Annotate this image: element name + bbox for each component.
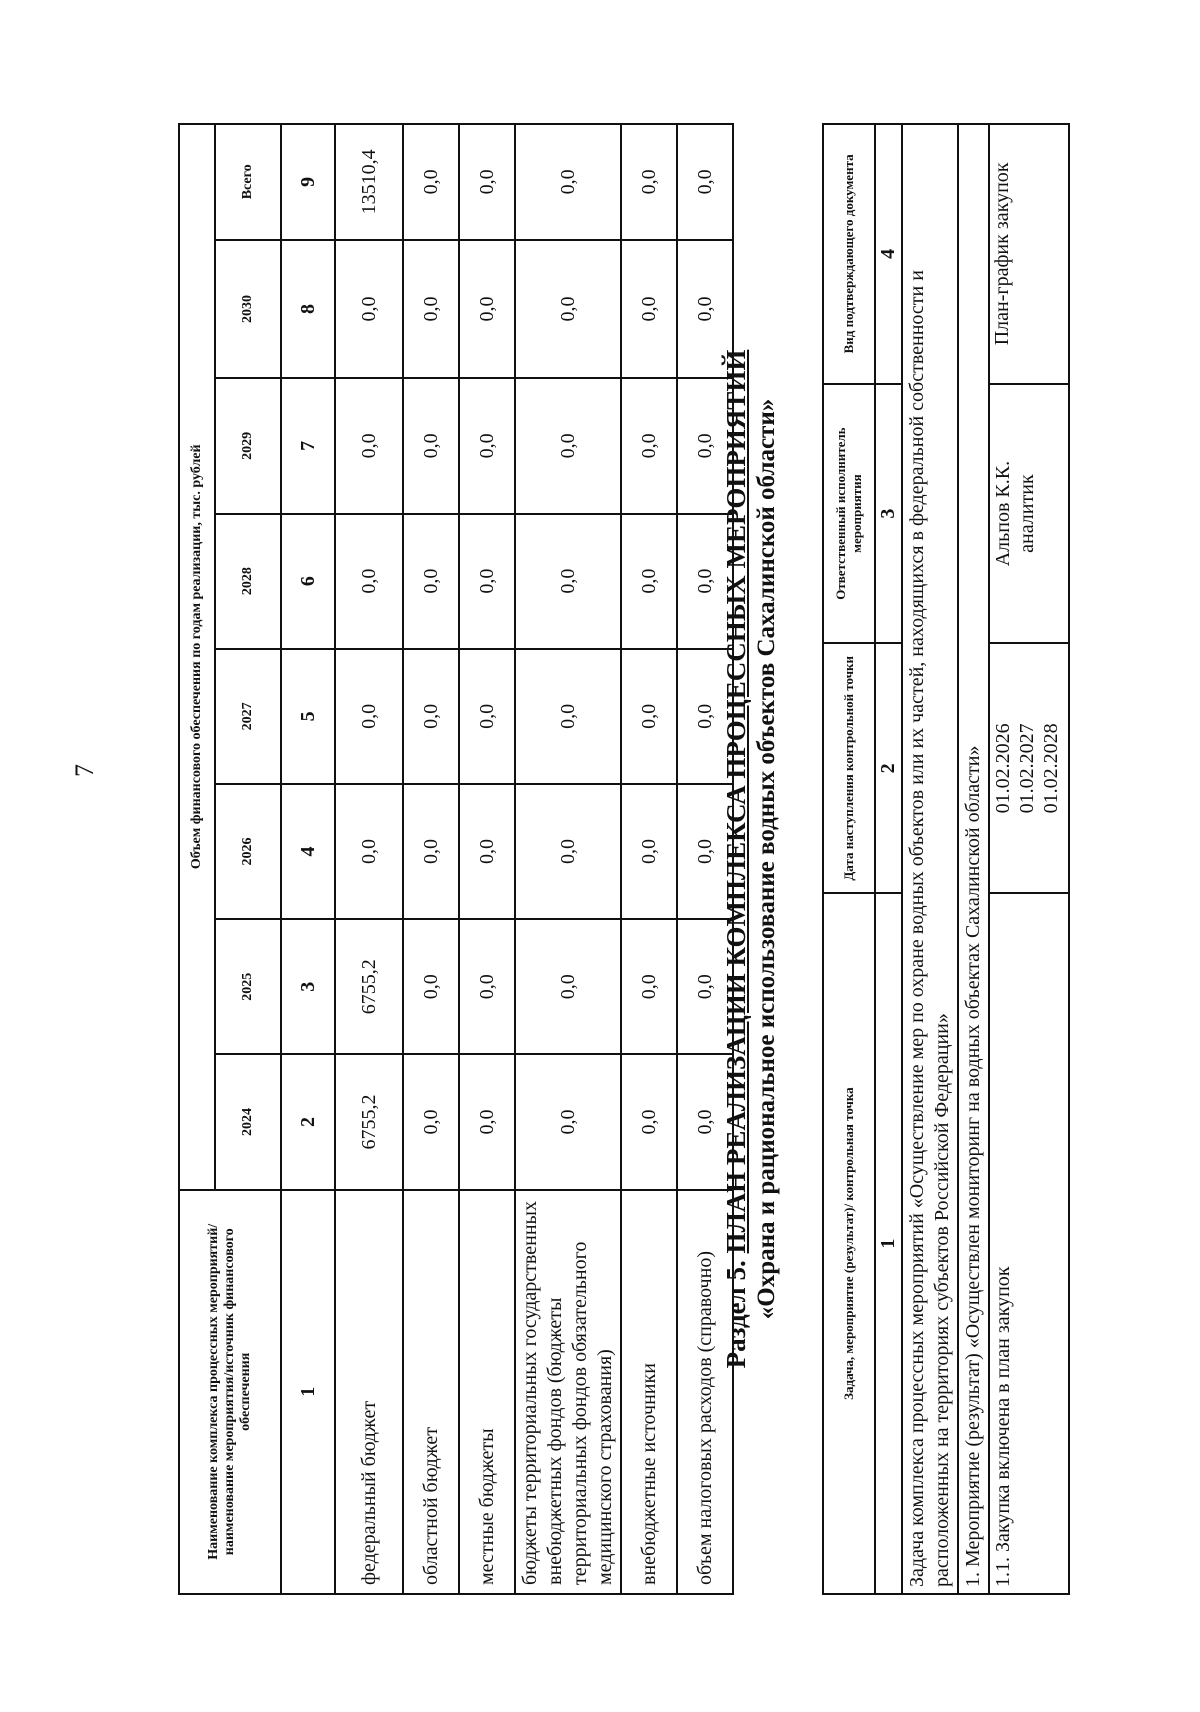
cell-value: 0,0 [677, 784, 733, 919]
year-header: 2024 [215, 1054, 281, 1189]
row-name: объем налоговых расходов (справочно) [677, 1190, 733, 1594]
cell-value: 0,0 [677, 378, 733, 513]
plan-table [822, 123, 1070, 1595]
row-name: внебюджетные источники [621, 1190, 677, 1594]
year-header: 2026 [215, 784, 281, 919]
cell-value: 6755,2 [335, 1054, 403, 1189]
cell-value: 0,0 [515, 240, 621, 379]
executor-role: аналитик [1016, 474, 1038, 553]
cell-value: 0,0 [403, 378, 459, 513]
cell-value: 0,0 [677, 649, 733, 784]
executor [989, 384, 1069, 644]
section-heading [720, 123, 782, 1595]
task-text: Задача комплекса процессных мероприятий «Осуществление мер по охране водных объектов или их частей, находящихся в федеральной собственности и расположенных на территориях субъектов Российской Федерации» [902, 124, 958, 1594]
control-date: 01.02.2026 [992, 723, 1014, 814]
column-number: 7 [281, 378, 335, 513]
cell-value: 0,0 [459, 784, 515, 919]
cell-value: 0,0 [621, 124, 677, 240]
header-executor: Ответственный исполнитель мероприятия [823, 384, 875, 644]
table-row [621, 124, 677, 1594]
column-number: 9 [281, 124, 335, 240]
cell-value: 0,0 [621, 919, 677, 1054]
cell-value: 0,0 [515, 378, 621, 513]
control-dates [989, 643, 1069, 893]
section-subtitle: «Охрана и рациональное использование водных объектов Сахалинской области» [753, 398, 780, 1320]
year-header: 2028 [215, 514, 281, 649]
row-name: бюджеты территориальных государственных внебюджетных фондов (бюджеты территориальных фондов обязательного медицинского страхования) [515, 1190, 621, 1594]
cell-value: 0,0 [403, 919, 459, 1054]
column-number: 1 [875, 893, 902, 1594]
cell-value: 0,0 [459, 919, 515, 1054]
control-date: 01.02.2027 [1016, 723, 1038, 814]
task-row [902, 124, 958, 1594]
cell-value: 0,0 [403, 1054, 459, 1189]
finance-table [178, 123, 734, 1595]
cell-value: 0,0 [515, 124, 621, 240]
cell-value: 0,0 [621, 784, 677, 919]
column-numbers-row [875, 124, 902, 1594]
table-row [335, 124, 403, 1594]
cell-value: 0,0 [515, 1054, 621, 1189]
table-row [403, 124, 459, 1594]
column-number: 2 [281, 1054, 335, 1189]
cell-value: 0,0 [459, 649, 515, 784]
cell-value: 0,0 [621, 378, 677, 513]
year-header: 2029 [215, 378, 281, 513]
cell-value: 0,0 [515, 784, 621, 919]
measure-row [958, 124, 989, 1594]
year-header: 2030 [215, 240, 281, 379]
cell-value: 0,0 [515, 514, 621, 649]
column-number: 8 [281, 240, 335, 379]
cell-value: 0,0 [403, 514, 459, 649]
cell-value: 0,0 [459, 240, 515, 379]
column-number: 2 [875, 643, 902, 893]
cell-value: 0,0 [335, 240, 403, 379]
row-name: областной бюджет [403, 1190, 459, 1594]
row-name: федеральный бюджет [335, 1190, 403, 1594]
row-name: местные бюджеты [459, 1190, 515, 1594]
cell-value: 0,0 [403, 784, 459, 919]
cell-value: 0,0 [677, 124, 733, 240]
cell-value: 0,0 [335, 784, 403, 919]
column-number: 3 [281, 919, 335, 1054]
column-number: 3 [875, 384, 902, 644]
column-number: 5 [281, 649, 335, 784]
measure-text: 1. Мероприятие (результат) «Осуществлен мониторинг на водных объектах Сахалинской области» [958, 124, 989, 1594]
header-name: Наименование комплекса процессных мероприятий/наименование мероприятия/источник финансового обеспечения [179, 1190, 281, 1594]
year-header: 2027 [215, 649, 281, 784]
year-header: 2025 [215, 919, 281, 1054]
column-numbers-row [281, 124, 335, 1594]
section-title [720, 123, 752, 1595]
cell-value: 0,0 [621, 649, 677, 784]
cell-value: 0,0 [459, 378, 515, 513]
column-number: 6 [281, 514, 335, 649]
page-number: 7 [70, 764, 99, 777]
header-volume: Объем финансового обеспечения по годам реализации, тыс. рублей [179, 124, 215, 1190]
cell-value: 0,0 [677, 919, 733, 1054]
table-row [989, 124, 1069, 1594]
cell-value: 0,0 [515, 919, 621, 1054]
header-document: Вид подтверждающего документа [823, 124, 875, 384]
cell-value: 0,0 [621, 514, 677, 649]
executor-name: Альпов К.К. [992, 460, 1014, 567]
cell-value: 0,0 [335, 378, 403, 513]
header-task: Задача, мероприятие (результат)/ контрольная точка [823, 893, 875, 1594]
cell-value: 0,0 [403, 649, 459, 784]
total-header: Всего [215, 124, 281, 240]
cell-value: 0,0 [403, 124, 459, 240]
cell-value: 0,0 [515, 649, 621, 784]
cell-value: 6755,2 [335, 919, 403, 1054]
column-number: 4 [875, 124, 902, 384]
cell-value: 0,0 [459, 1054, 515, 1189]
cell-value: 0,0 [677, 240, 733, 379]
section-title-prefix: Раздел 5. [721, 1260, 751, 1369]
cell-value: 0,0 [677, 1054, 733, 1189]
column-number: 1 [281, 1190, 335, 1594]
control-date: 01.02.2028 [1040, 723, 1062, 814]
table-row [459, 124, 515, 1594]
header-date: Дата наступления контрольной точки [823, 643, 875, 893]
cell-value: 0,0 [403, 240, 459, 379]
cell-value: 0,0 [459, 514, 515, 649]
cell-value: 0,0 [621, 240, 677, 379]
cell-value: 0,0 [335, 514, 403, 649]
cell-value: 0,0 [621, 1054, 677, 1189]
section-title-main: ПЛАН РЕАЛИЗАЦИИ КОМПЛЕКСА ПРОЦЕССНЫХ МЕРОПРИЯТИЙ [721, 349, 751, 1254]
confirming-document: План-график закупок [989, 124, 1069, 384]
column-number: 4 [281, 784, 335, 919]
cell-value: 0,0 [459, 124, 515, 240]
cell-value: 13510,4 [335, 124, 403, 240]
table-row [515, 124, 621, 1594]
cell-value: 0,0 [335, 649, 403, 784]
cell-value: 0,0 [677, 514, 733, 649]
control-point: 1.1. Закупка включена в план закупок [989, 893, 1069, 1594]
